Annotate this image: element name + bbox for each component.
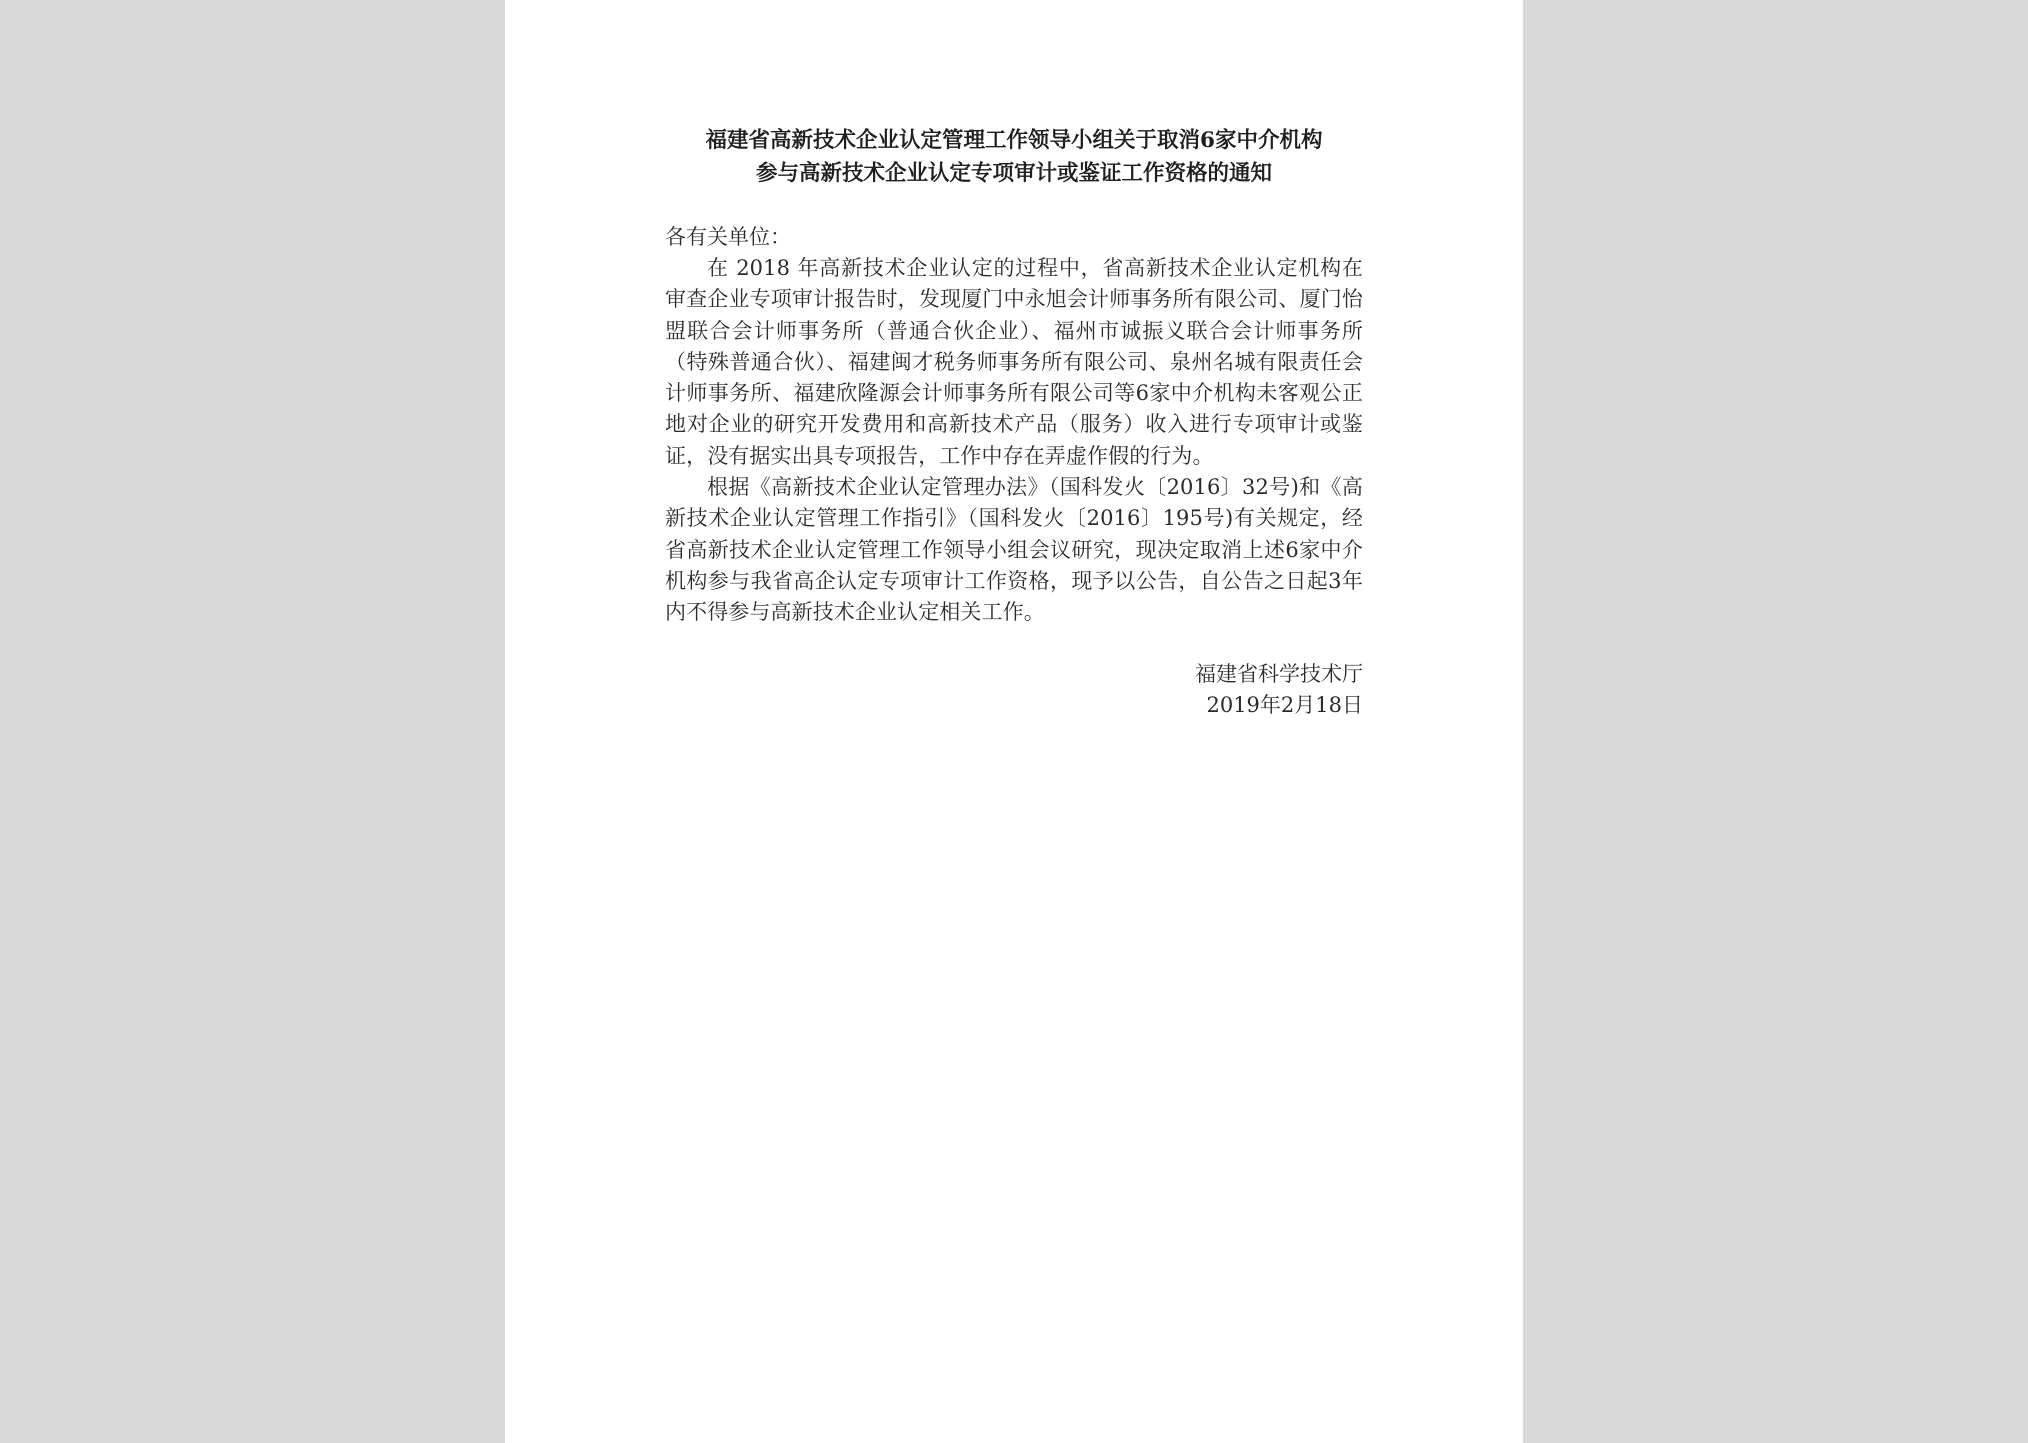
title-line-2: 参与高新技术企业认定专项审计或鉴证工作资格的通知: [755, 161, 1272, 186]
signature-block: [665, 659, 1363, 721]
document-page: [505, 0, 1523, 1443]
document-title: [665, 124, 1363, 190]
signature-date: 2019年2月18日: [1206, 692, 1363, 717]
body-paragraph-1: 在 2018 年高新技术企业认定的过程中，省高新技术企业认定机构在审查企业专项审计报告时，发现厦门中永旭会计师事务所有限公司、厦门怡盟联合会计师事务所（普通合伙企业）、福州市诚振义联合会计师事务所（特殊普通合伙）、福建闽才税务师事务所有限公司、泉州名城有限责任会计师事务所、福建欣隆源会计师事务所有限公司等6家中介机构未客观公正地对企业的研究开发费用和高新技术产品（服务）收入进行专项审计或鉴证，没有据实出具专项报告，工作中存在弄虚作假的行为。: [665, 256, 1363, 468]
document-content: [665, 124, 1363, 721]
signature-organization: 福建省科学技术厅: [1195, 661, 1363, 686]
body-paragraph-2: 根据《高新技术企业认定管理办法》（国科发火〔2016〕32号)和《高新技术企业认定管理工作指引》（国科发火〔2016〕195号)有关规定，经省高新技术企业认定管理工作领导小组会议研究，现决定取消上述6家中介机构参与我省高企认定专项审计工作资格，现予以公告，自公告之日起3年内不得参与高新技术企业认定相关工作。: [665, 475, 1363, 625]
title-line-1: 福建省高新技术企业认定管理工作领导小组关于取消6家中介机构: [705, 128, 1323, 153]
salutation: 各有关单位：: [665, 225, 791, 249]
